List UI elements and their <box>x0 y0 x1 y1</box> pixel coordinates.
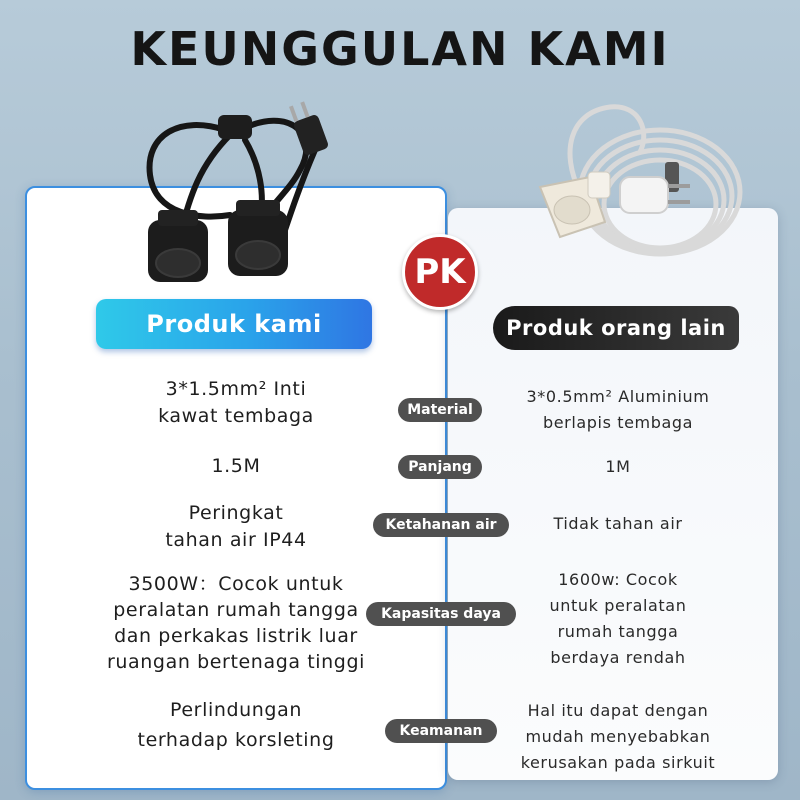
other-length-value: 1M <box>605 457 631 476</box>
other-product-card <box>448 208 778 780</box>
our-water-resistance-value: Peringkat tahan air IP44 <box>165 502 307 551</box>
water-resistance-label: Ketahanan air <box>373 513 509 537</box>
material-label: Material <box>398 398 482 422</box>
black-extension-cable-icon <box>140 95 380 295</box>
safety-label: Keamanan <box>385 719 497 743</box>
our-material-value: 3*1.5mm² Inti kawat tembaga <box>158 378 314 427</box>
power-capacity-label: Kapasitas daya <box>366 602 516 626</box>
our-safety-value: Perlindungan terhadap korsleting <box>137 699 335 751</box>
our-product-header: Produk kami <box>96 299 372 349</box>
other-power-capacity-value: 1600w: Cocok untuk peralatan rumah tangga berdaya rendah <box>549 570 687 667</box>
length-label: Panjang <box>398 455 482 479</box>
other-product-header: Produk orang lain <box>493 306 739 350</box>
our-power-capacity-value: 3500W：Cocok untuk peralatan rumah tangga dan perkakas listrik luar ruangan bertenaga tinggi <box>106 573 366 673</box>
white-extension-cable-icon <box>520 92 750 272</box>
pk-badge: PK <box>402 234 478 310</box>
other-material-value: 3*0.5mm² Aluminium berlapis tembaga <box>526 387 710 432</box>
other-safety-value: Hal itu dapat dengan mudah menyebabkan kerusakan pada sirkuit <box>520 701 716 772</box>
our-length-value: 1.5M <box>211 455 261 477</box>
page-title: KEUNGGULAN KAMI <box>130 22 670 76</box>
other-water-resistance-value: Tidak tahan air <box>553 514 683 533</box>
